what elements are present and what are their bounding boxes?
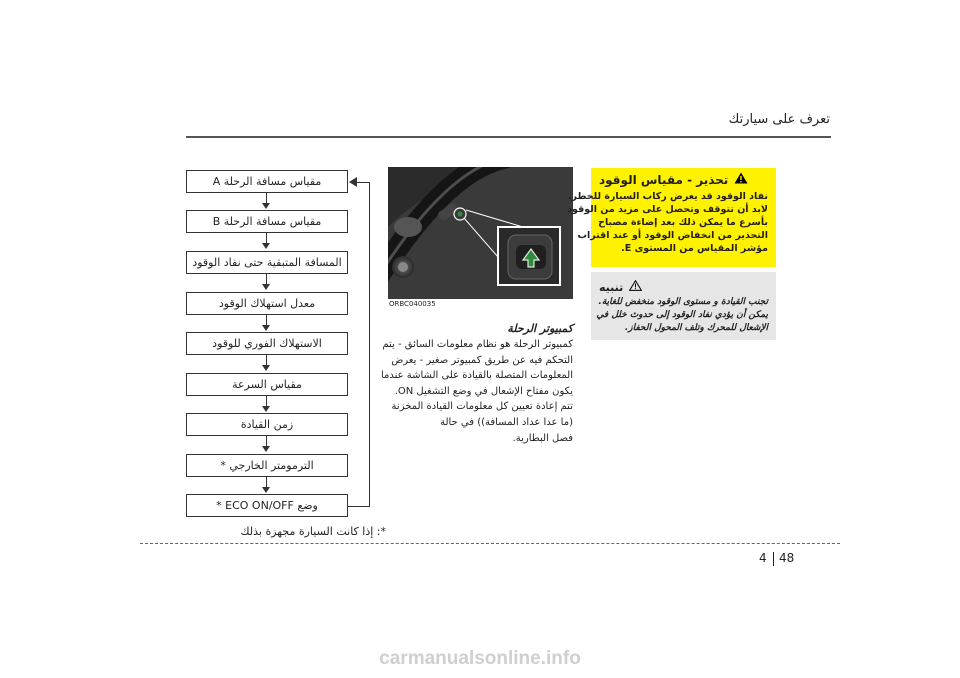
flow-step-distance-to-empty: المسافة المتبقية حتى نفاد الوقود xyxy=(186,251,348,274)
page-number-divider xyxy=(773,552,774,566)
flow-step-eco-mode: وضع ECO ON/OFF * xyxy=(186,494,348,517)
body-line: كمبيوتر الرحلة هو نظام معلومات السائق - يتم xyxy=(382,339,573,350)
flow-step-trip-a: مقياس مسافة الرحلة A xyxy=(186,170,348,193)
trip-computer-body xyxy=(380,337,573,446)
flow-arrow xyxy=(266,436,267,450)
flow-arrow xyxy=(266,477,267,491)
loop-line-vertical xyxy=(369,182,370,507)
steering-column-illustration xyxy=(388,167,573,299)
flow-step-drive-time: زمن القيادة xyxy=(186,413,348,436)
watermark: carmanualsonline.info xyxy=(379,648,581,669)
flow-arrow xyxy=(266,396,267,410)
flow-step-speedometer: مقياس السرعة xyxy=(186,373,348,396)
warning-header xyxy=(599,172,768,187)
body-line: التحكم فيه عن طريق كمبيوتر صغير - يعرض xyxy=(391,354,573,366)
section-title: تعرف على سيارتك xyxy=(728,112,830,127)
flow-step-average-fuel: معدل استهلاك الوقود xyxy=(186,292,348,315)
warning-line: التحذير من انخفاض الوقود أو عند اقتراب xyxy=(577,230,768,241)
footer-rule xyxy=(140,543,840,544)
trip-button-photo xyxy=(388,167,573,299)
notice-title: تنبيه xyxy=(599,280,624,294)
flow-step-trip-b: مقياس مسافة الرحلة B xyxy=(186,210,348,233)
notice-line: تجنب القيادة و مستوى الوقود منخفض للغاية. xyxy=(598,297,768,307)
body-line: فصل البطارية. xyxy=(512,432,573,444)
body-line: المعلومات المتصلة بالقيادة على الشاشة عندما xyxy=(380,370,573,382)
flow-arrow xyxy=(266,355,267,369)
warning-icon xyxy=(734,172,748,187)
body-line: (ما عدا عداد المسافة)) في حالة xyxy=(440,416,573,428)
notice-line: يمكن أن يؤدي نفاد الوقود إلى حدوث خلل في xyxy=(596,310,768,320)
photo-code: ORBC040035 xyxy=(389,300,436,308)
flow-step-instant-fuel: الاستهلاك الفوري للوقود xyxy=(186,332,348,355)
page-number: 48 xyxy=(779,551,795,565)
warning-line: مؤشر المقياس من المستوى E. xyxy=(621,243,768,254)
notice-line: الإشعال للمحرك وتلف المحول الحفاز. xyxy=(624,323,768,333)
warning-line: نفاد الوقود قد يعرض ركاب السيارة للخطر. xyxy=(567,191,768,202)
chapter-number: 4 xyxy=(759,551,767,565)
loop-arrowhead xyxy=(349,177,357,187)
body-line: يكون مفتاح الإشعال في وضع التشغيل ON. xyxy=(394,385,573,397)
trip-computer-title: كمبيوتر الرحلة xyxy=(507,322,573,335)
flow-step-thermometer: الترمومتر الخارجي * xyxy=(186,454,348,477)
notice-body xyxy=(596,296,768,335)
warning-box xyxy=(567,168,776,267)
flow-arrow xyxy=(266,315,267,329)
warning-line: بأسرع ما يمكن ذلك بعد إضاءة مصباح xyxy=(598,217,768,228)
flow-arrow xyxy=(266,193,267,207)
notice-box xyxy=(591,272,776,340)
flow-arrow xyxy=(266,233,267,247)
loop-line-bottom xyxy=(348,506,370,507)
footnote: *: إذا كانت السيارة مجهزة بذلك xyxy=(240,525,386,538)
caution-icon xyxy=(629,280,642,294)
warning-line: لابد أن تتوقف وتحصل على مزيد من الوقود xyxy=(567,204,768,215)
notice-header xyxy=(599,280,768,294)
warning-title: تحذير - مقياس الوقود xyxy=(599,172,729,187)
body-line: تتم إعادة تعيين كل معلومات القيادة المخزنة xyxy=(391,401,573,413)
flow-arrow xyxy=(266,274,267,288)
warning-body xyxy=(567,190,768,255)
header-rule xyxy=(186,136,831,138)
